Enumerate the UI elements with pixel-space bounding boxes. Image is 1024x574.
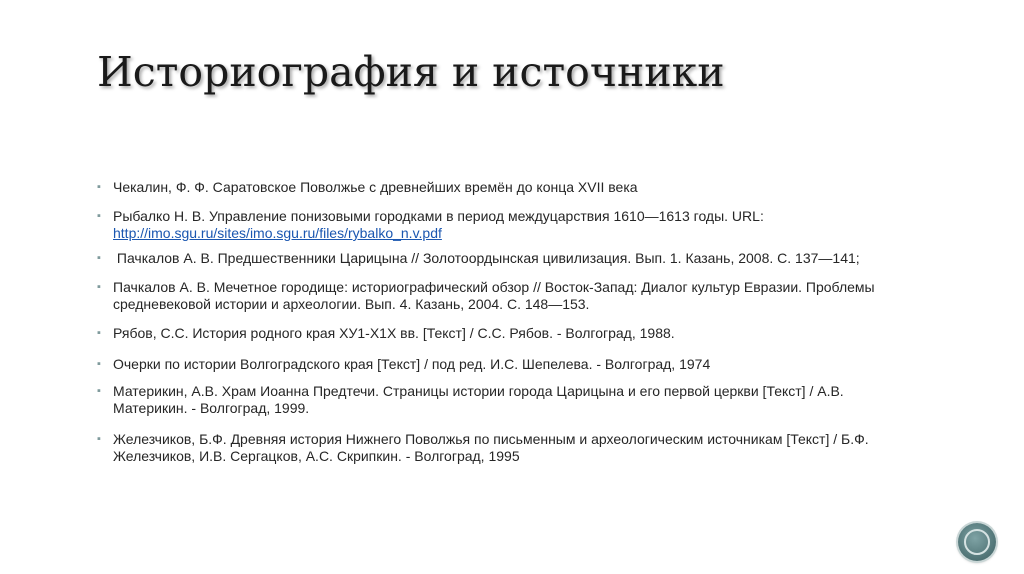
square-bullet-icon: ▪	[97, 358, 101, 370]
list-item-text: Материкин, А.В. Храм Иоанна Предтечи. Страницы истории города Царицына и его первой церкви [Текст] / А.В.	[113, 383, 844, 399]
source-url-link[interactable]: http://imo.sgu.ru/sites/imo.sgu.ru/files/rybalko_n.v.pdf	[113, 225, 442, 241]
square-bullet-icon: ▪	[97, 327, 101, 339]
list-item-text: Пачкалов А. В. Мечетное городище: историографический обзор // Восток-Запад: Диалог культур Евразии. Проблемы	[113, 279, 875, 295]
square-bullet-icon: ▪	[97, 385, 101, 397]
list-item	[96, 208, 956, 250]
square-bullet-icon: ▪	[97, 181, 101, 193]
list-item	[96, 325, 956, 356]
list-item-text: Пачкалов А. В. Предшественники Царицына // Золотоордынская цивилизация. Вып. 1. Казань, 2008. С. 137—141;	[113, 250, 860, 266]
list-item-text: Чекалин, Ф. Ф. Саратовское Поволжье с древнейших времён до конца XVII века	[113, 179, 638, 195]
list-item	[96, 383, 956, 431]
reference-list	[96, 179, 956, 465]
square-bullet-icon: ▪	[97, 433, 101, 445]
list-item-text: Очерки по истории Волгоградского края [Текст] / под ред. И.С. Шепелева. - Волгоград, 1974	[113, 356, 711, 372]
square-bullet-icon: ▪	[97, 252, 101, 264]
slide-nav-button[interactable]	[958, 523, 996, 561]
square-bullet-icon: ▪	[97, 210, 101, 222]
list-item	[96, 356, 956, 383]
slide-title: Историография и источники	[97, 48, 725, 96]
list-item-text: Железчиков, Б.Ф. Древняя история Нижнего Поволжья по письменным и археологическим источникам [Текст] / Б.Ф.	[113, 431, 869, 447]
list-item	[96, 431, 956, 465]
list-item-text-cont: Железчиков, И.В. Сергацков, А.С. Скрипкин. - Волгоград, 1995	[113, 448, 520, 464]
list-item-text: Рябов, С.С. История родного края ХУ1-Х1Х вв. [Текст] / С.С. Рябов. - Волгоград, 1988.	[113, 325, 675, 341]
list-item	[96, 179, 956, 208]
list-item-text: Рыбалко Н. В. Управление понизовыми городками в период междуцарствия 1610—1613 годы. URL:	[113, 208, 764, 224]
list-item	[96, 250, 956, 279]
list-item-text-cont: средневековой истории и археологии. Вып. 4. Казань, 2004. С. 148—153.	[113, 296, 590, 312]
list-item	[96, 279, 956, 325]
square-bullet-icon: ▪	[97, 281, 101, 293]
circle-icon	[964, 529, 990, 555]
list-item-text-cont: Материкин. - Волгоград, 1999.	[113, 400, 310, 416]
